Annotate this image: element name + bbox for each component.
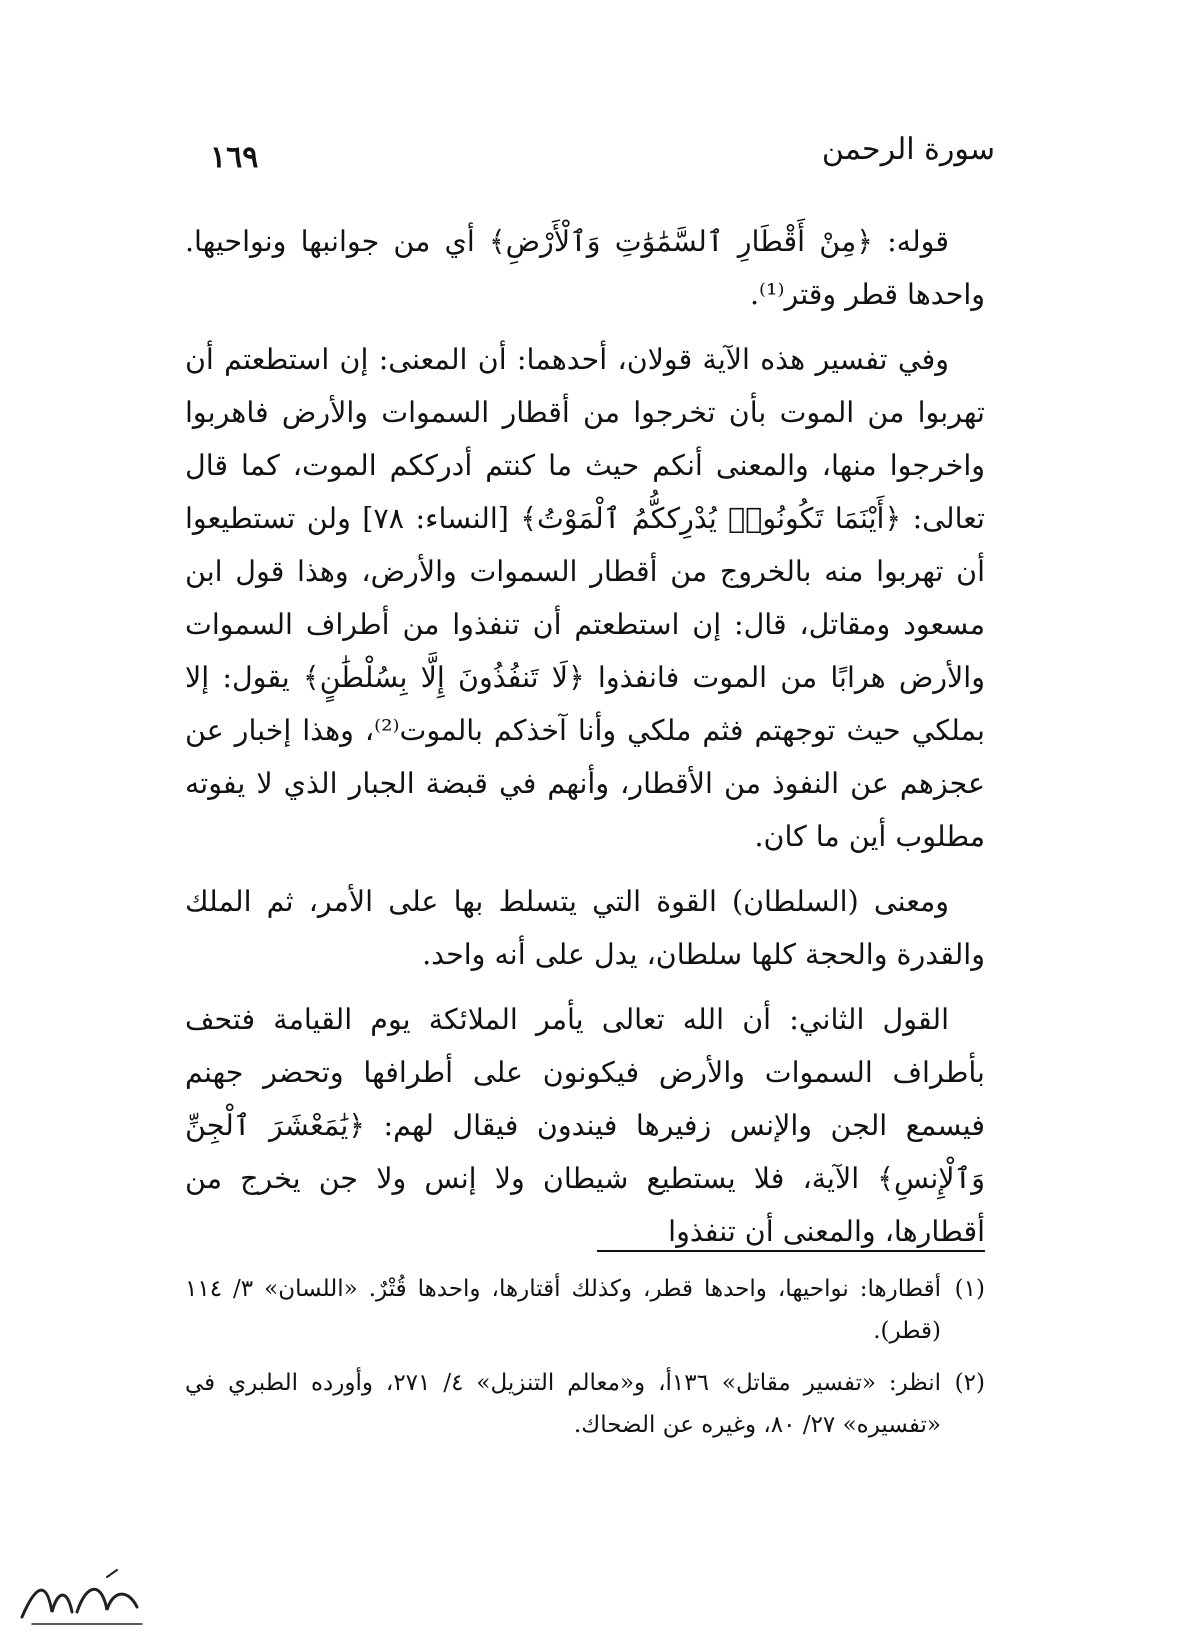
paragraph: وفي تفسير هذه الآية قولان، أحدهما: أن المعنى: إن استطعتم أن تهربوا من الموت بأن تخرجوا من أقطار السموات والأرض فاهربوا واخرجوا منها، والمعنى أنكم حيث ما كنتم أدرككم الموت، كما قال تعالى: ﴿أَيْنَمَا تَكُونُوا۟ يُدْرِككُّمُ ٱلْمَوْتُ﴾ [النساء: ٧٨] ولن تستطيعوا أن تهربوا منه بالخروج من أقطار السموات والأرض، وهذا قول ابن مسعود ومقاتل، قال: إن استطعتم أن تنفذوا من أطراف السموات والأرض هرابًا من الموت فانفذوا ﴿لَا تَنفُذُونَ إِلَّا بِسُلْطَٰنٍ﴾ يقول: إلا بملكي حيث توجهتم فثم ملكي وأنا آخذكم بالموت⁽²⁾، وهذا إخبار عن عجزهم عن النفوذ من الأقطار، وأنهم في قبضة الجبار الذي لا يفوته مطلوب أين ما كان. [185,343,985,853]
footnote [185,1268,985,1352]
publisher-logo-watermark [12,1562,162,1632]
footnotes [185,1268,985,1456]
page-number: ١٦٩ [210,140,259,175]
footnote-text: أقطارها: نواحيها، واحدها قطر، وكذلك أقتارها، واحدها قُتْرٌ. «اللسان» ٣/ ١١٤ (قطر). [185,1276,941,1344]
paragraph: ومعنى (السلطان) القوة التي يتسلط بها على الأمر، ثم الملك والقدرة والحجة كلها سلطان، يدل على أنه واحد. [185,885,985,971]
main-text [185,215,985,1270]
page-header [210,128,995,178]
paragraph: القول الثاني: أن الله تعالى يأمر الملائكة يوم القيامة فتحف بأطراف السموات والأرض فيكونون على أطرافها وتحضر جهنم فيسمع الجن والإنس زفيرها فيندون فيقال لهم: ﴿يَٰمَعْشَرَ ٱلْجِنِّ وَٱلْإِنسِ﴾ الآية، فلا يستطيع شيطان ولا إنس ولا جن يخرج من أقطارها، والمعنى أن تنفذوا [185,1003,985,1248]
footnote-marker: (٢) [954,1370,985,1396]
footnote-separator [597,1250,985,1252]
running-title: سورة الرحمن [821,132,995,167]
footnote-text: انظر: «تفسير مقاتل» ١٣٦أ، و«معالم التنزيل» ٤/ ٢٧١، وأورده الطبري في «تفسيره» ٢٧/ ٨٠، وغيره عن الضحاك. [185,1370,941,1438]
footnote [185,1362,985,1446]
paragraph: قوله: ﴿مِنْ أَقْطَارِ ٱلسَّمَٰوَٰتِ وَٱلْأَرْضِ﴾ أي من جوانبها ونواحيها. واحدها قطر وقتر⁽¹⁾. [185,225,985,311]
footnote-marker: (١) [954,1276,985,1302]
